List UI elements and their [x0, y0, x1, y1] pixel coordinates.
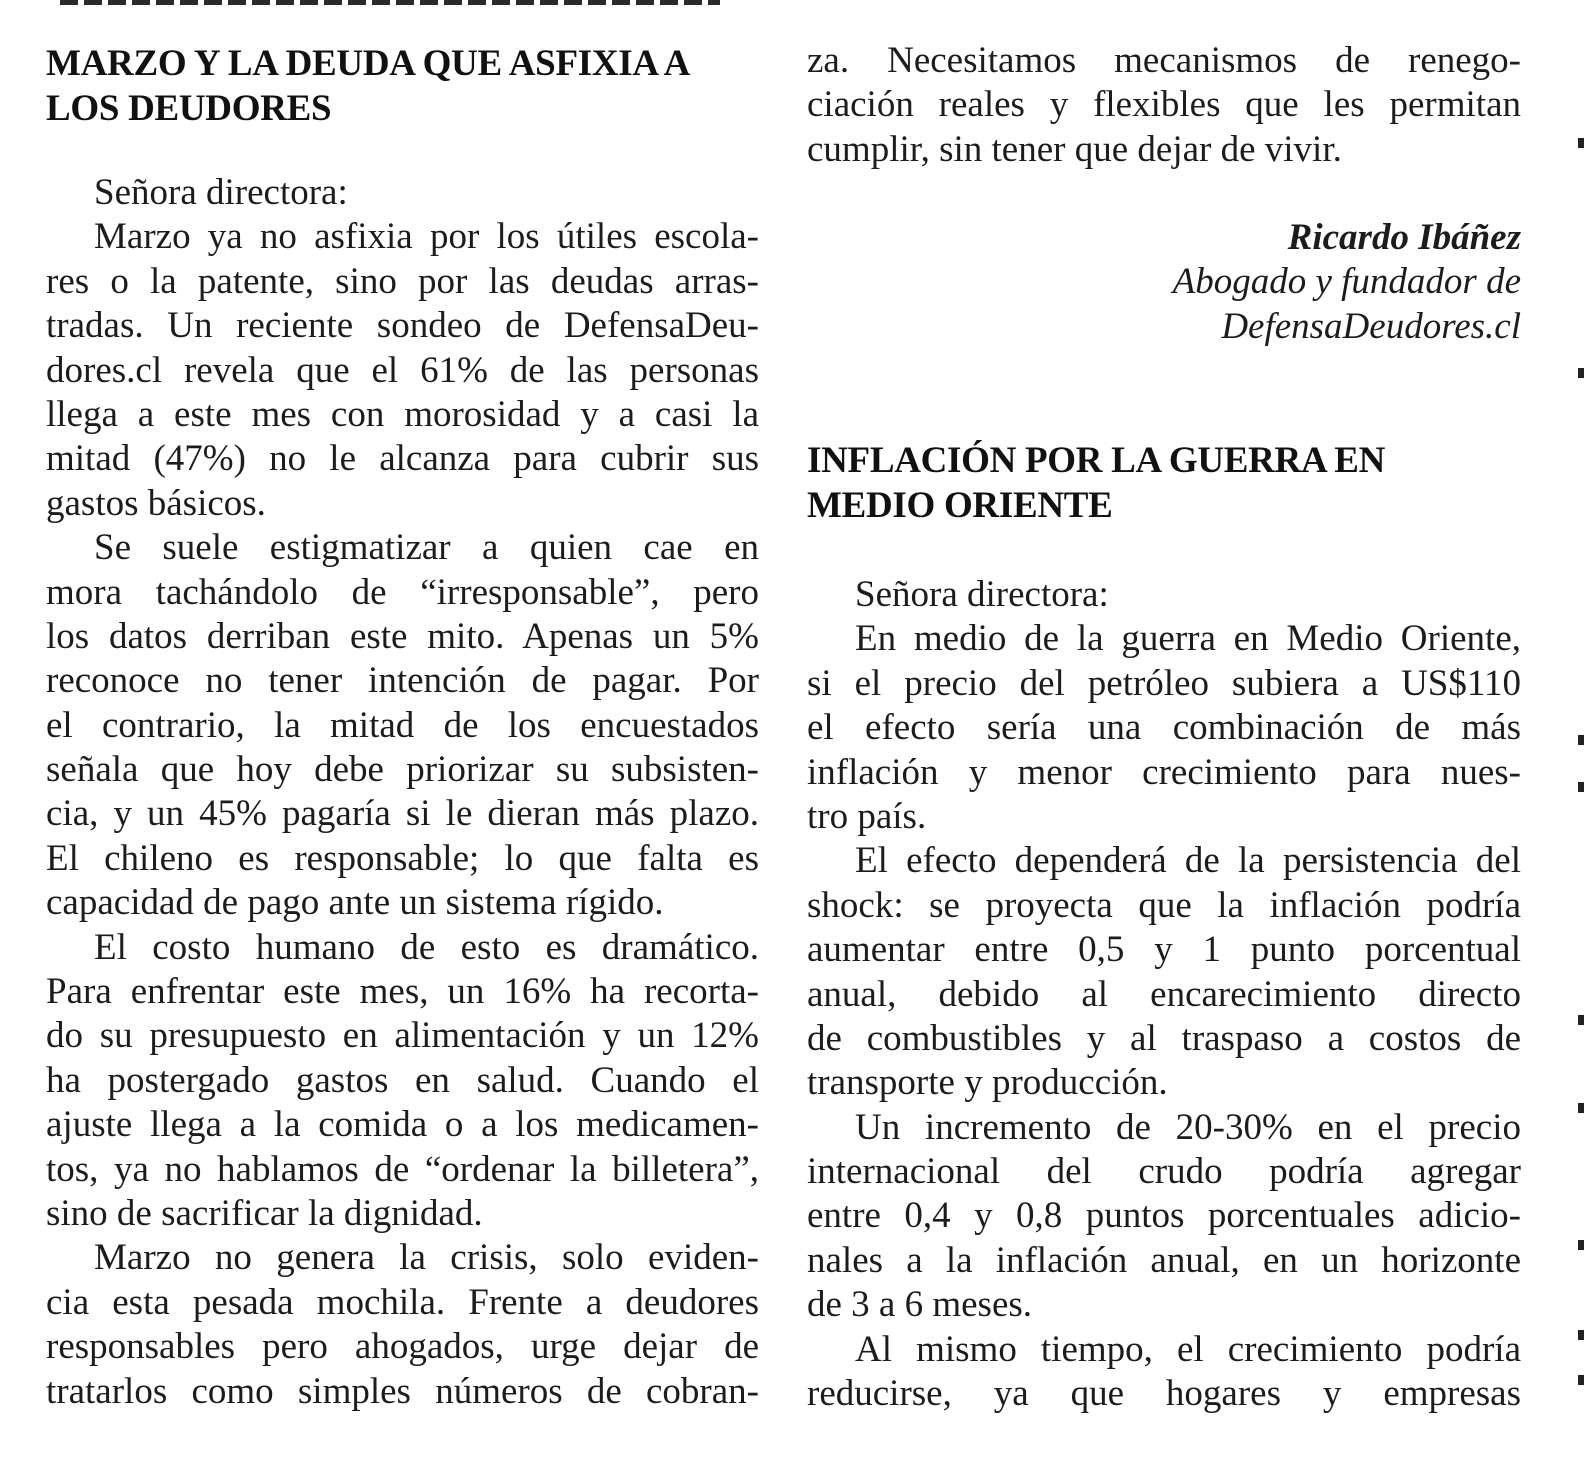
- text-line: reducirse, ya que hogares y empresas: [807, 1373, 1521, 1415]
- text-line: Un incremento de 20-30% en el precio: [855, 1106, 1521, 1148]
- text-line: si el precio del petróleo subiera a US$110: [807, 662, 1521, 704]
- text-line: de combustibles y al traspaso a costos de: [807, 1017, 1521, 1059]
- greeting: Señora directora:: [94, 172, 348, 213]
- headline-line: MEDIO ORIENTE: [807, 485, 1113, 526]
- text-line: sino de sacrificar la dignidad.: [46, 1192, 483, 1234]
- letter-body: [46, 171, 759, 1414]
- text-line: tratarlos como simples números de cobran-: [46, 1370, 759, 1412]
- text-line: tradas. Un reciente sondeo de DefensaDeu-: [46, 305, 759, 347]
- text-line: los datos derriban este mito. Apenas un 5%: [46, 615, 759, 657]
- text-line: ciación reales y flexibles que les permitan: [807, 84, 1521, 126]
- cropped-text-fragment: [60, 0, 720, 5]
- text-line: Marzo ya no asfixia por los útiles escola-: [94, 216, 759, 258]
- text-line: internacional del crudo podría agregar: [807, 1151, 1521, 1193]
- text-line: shock: se proyecta que la inflación podría: [807, 884, 1521, 926]
- greeting: Señora directora:: [855, 574, 1109, 615]
- text-line: cia, y un 45% pagaría si le dieran más plazo.: [46, 793, 759, 835]
- text-line: Al mismo tiempo, el crecimiento podría: [855, 1328, 1521, 1370]
- signature-block: [807, 216, 1521, 349]
- text-line: capacidad de pago ante un sistema rígido.: [46, 882, 664, 924]
- text-line: ajuste llega a la comida o a los medicamen-: [46, 1104, 759, 1146]
- letter-continuation: [807, 39, 1521, 172]
- letter-body: [807, 573, 1521, 1416]
- headline-line: LOS DEUDORES: [46, 88, 332, 129]
- text-line: En medio de la guerra en Medio Oriente,: [855, 618, 1521, 660]
- text-line: mora tachándolo de “irresponsable”, pero: [46, 571, 759, 613]
- text-line: inflación y menor crecimiento para nues-: [807, 751, 1521, 793]
- text-line: de 3 a 6 meses.: [807, 1284, 1033, 1326]
- text-line: el contrario, la mitad de los encuestados: [46, 704, 759, 746]
- text-line: El efecto dependerá de la persistencia del: [855, 840, 1521, 882]
- signature-role: DefensaDeudores.cl: [1221, 305, 1521, 347]
- text-line: transporte y producción.: [807, 1062, 1168, 1104]
- text-line: entre 0,4 y 0,8 puntos porcentuales adicio-: [807, 1195, 1521, 1237]
- text-line: do su presupuesto en alimentación y un 12%: [46, 1015, 759, 1057]
- text-line: tos, ya no hablamos de “ordenar la billetera”,: [46, 1148, 759, 1190]
- text-line: anual, debido al encarecimiento directo: [807, 973, 1521, 1015]
- text-line: cumplir, sin tener que dejar de vivir.: [807, 128, 1342, 170]
- text-line: res o la patente, sino por las deudas arras-: [46, 260, 759, 302]
- text-line: Se suele estigmatizar a quien cae en: [94, 527, 759, 569]
- signature-name: Ricardo Ibáñez: [1287, 217, 1521, 258]
- text-line: el efecto sería una combinación de más: [807, 707, 1521, 749]
- text-line: ha postergado gastos en salud. Cuando el: [46, 1059, 759, 1101]
- text-line: dores.cl revela que el 61% de las personas: [46, 349, 759, 391]
- text-line: za. Necesitamos mecanismos de renego-: [807, 40, 1521, 81]
- text-line: nales a la inflación anual, en un horizonte: [807, 1239, 1521, 1281]
- adjacent-column-edge: [1574, 0, 1584, 1472]
- text-line: Para enfrentar este mes, un 16% ha recorta-: [46, 971, 759, 1013]
- text-line: cia esta pesada mochila. Frente a deudores: [46, 1281, 759, 1323]
- text-line: aumentar entre 0,5 y 1 punto porcentual: [807, 929, 1521, 971]
- headline-line: INFLACIÓN POR LA GUERRA EN: [807, 440, 1386, 481]
- headline-line: MARZO Y LA DEUDA QUE ASFIXIA A: [46, 43, 691, 84]
- text-line: gastos básicos.: [46, 482, 266, 524]
- text-line: mitad (47%) no le alcanza para cubrir sus: [46, 438, 759, 480]
- text-line: El chileno es responsable; lo que falta es: [46, 837, 759, 879]
- text-line: llega a este mes con morosidad y a casi la: [46, 393, 759, 435]
- text-line: responsables pero ahogados, urge dejar de: [46, 1326, 759, 1368]
- letter-headline: [807, 438, 1385, 528]
- signature-role: Abogado y fundador de: [1172, 261, 1521, 303]
- text-line: reconoce no tener intención de pagar. Por: [46, 660, 759, 702]
- text-line: Marzo no genera la crisis, solo eviden-: [94, 1237, 759, 1279]
- text-line: tro país.: [807, 795, 927, 837]
- text-line: El costo humano de esto es dramático.: [94, 926, 759, 968]
- letter-headline: [46, 41, 690, 131]
- text-line: señala que hoy debe priorizar su subsisten-: [46, 749, 759, 791]
